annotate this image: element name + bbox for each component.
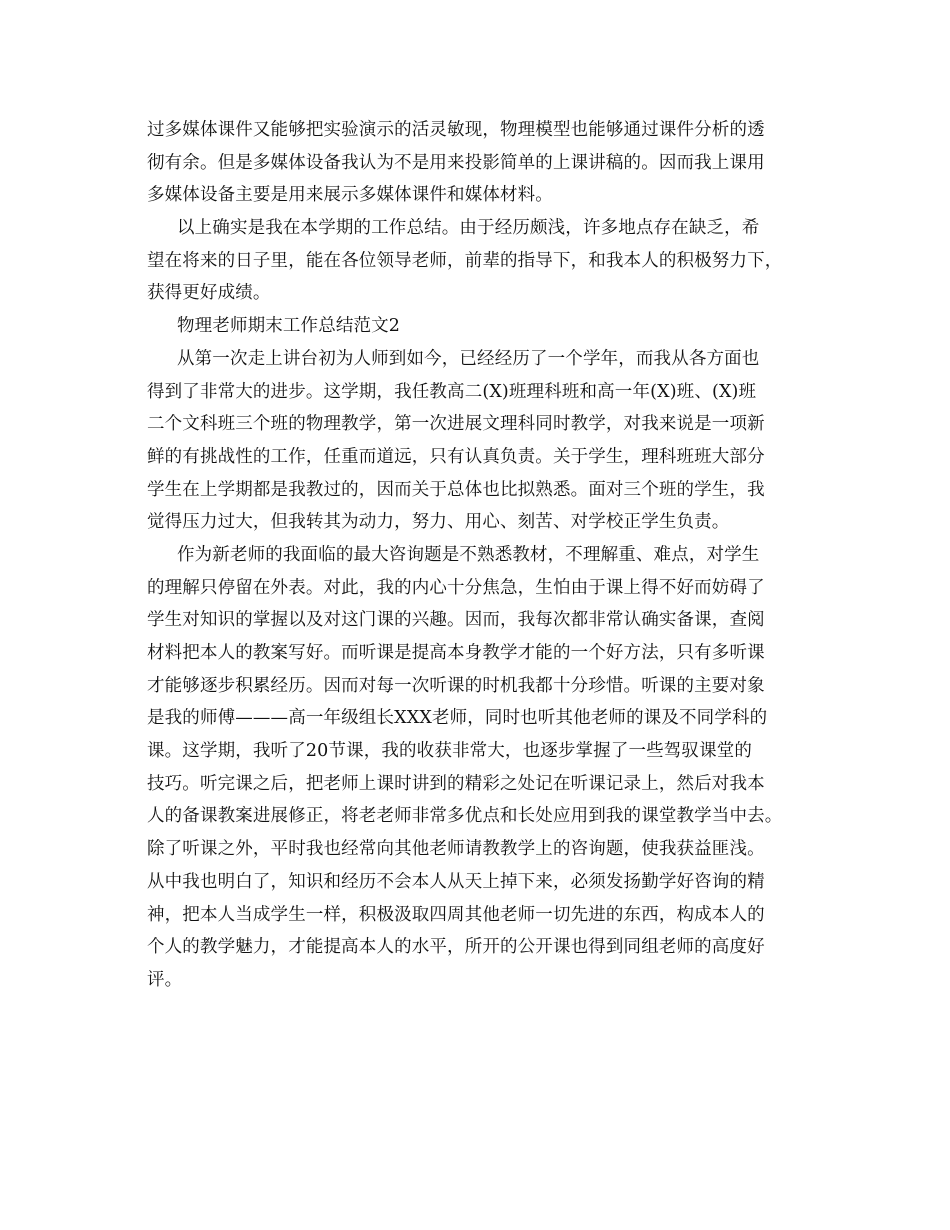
text-line: 人的备课教案进展修正，将老老师非常多优点和长处应用到我的课堂教学当中去。 (147, 806, 783, 827)
text-line: 学生在上学期都是我教过的，因而关于总体也比拟熟悉。面对三个班的学生，我 (147, 479, 765, 500)
text-line: 二个文科班三个班的物理教学，第一次进展文理科同时教学，对我来说是一项新 (147, 414, 765, 435)
text-line: 过多媒体课件又能够把实验演示的活灵敏现，物理模型也能够通过课件分析的透 (147, 120, 765, 140)
text-line: 除了听课之外，平时我也经常向其他老师请教教学上的咨询题，使我获益匪浅。 (147, 839, 765, 860)
text-line: 评。 (147, 969, 183, 990)
text-line: 鲜的有挑战性的工作，任重而道远，只有认真负责。关于学生，理科班班大部分 (147, 446, 765, 467)
text-line: 作为新老师的我面临的最大咨询题是不熟悉教材，不理解重、难点，对学生 (177, 544, 760, 565)
text-line: 获得更好成绩。 (147, 283, 271, 304)
text-line: 觉得压力过大，但我转其为动力，努力、用心、刻苦、对学校正学生负责。 (147, 512, 730, 533)
text-line: 从中我也明白了，知识和经历不会本人从天上掉下来，必须发扬勤学好咨询的精 (147, 871, 765, 892)
text-line: 从第一次走上讲台初为人师到如今，已经经历了一个学年，而我从各方面也 (177, 348, 760, 369)
text-line: 材料把本人的教案写好。而听课是提高本身教学才能的一个好方法，只有多听课 (147, 643, 765, 663)
text-line: 多媒体设备主要是用来展示多媒体课件和媒体材料。 (147, 185, 553, 206)
text-line: 课。这学期，我听了20节课，我的收获非常大，也逐步掌握了一些驾驭课堂的 (147, 741, 753, 762)
text-line: 的理解只停留在外表。对此，我的内心十分焦急，生怕由于课上得不好而妨碍了 (147, 577, 765, 598)
document-body (147, 114, 809, 997)
text-line: 技巧。听完课之后，把老师上课时讲到的精彩之处记在听课记录上，然后对我本 (147, 773, 765, 794)
text-line: 彻有余。但是多媒体设备我认为不是用来投影简单的上课讲稿的。因而我上课用 (147, 152, 765, 173)
text-line: 物理老师期末工作总结范文2 (177, 316, 401, 337)
text-line: 神，把本人当成学生一样，积极汲取四周其他老师一切先进的东西，构成本人的 (147, 904, 765, 925)
text-line: 才能够逐步积累经历。因而对每一次听课的时机我都十分珍惜。听课的主要对象 (147, 675, 765, 696)
text-line: 望在将来的日子里，能在各位领导老师，前辈的指导下，和我本人的积极努力下， (147, 250, 783, 271)
text-line: 个人的教学魅力，才能提高本人的水平，所开的公开课也得到同组老师的高度好 (147, 937, 765, 958)
text-line: 以上确实是我在本学期的工作总结。由于经历颇浅，许多地点存在缺乏，希 (177, 218, 760, 239)
text-line: 学生对知识的掌握以及对这门课的兴趣。因而，我每次都非常认确实备课，查阅 (147, 610, 765, 631)
text-line: 得到了非常大的进步。这学期，我任教高二(X)班理科班和高一年(X)班、(X)班 (147, 381, 757, 402)
text-line: 是我的师傅———高一年级组长XXX老师，同时也听其他老师的课及不同学科的 (147, 708, 768, 729)
